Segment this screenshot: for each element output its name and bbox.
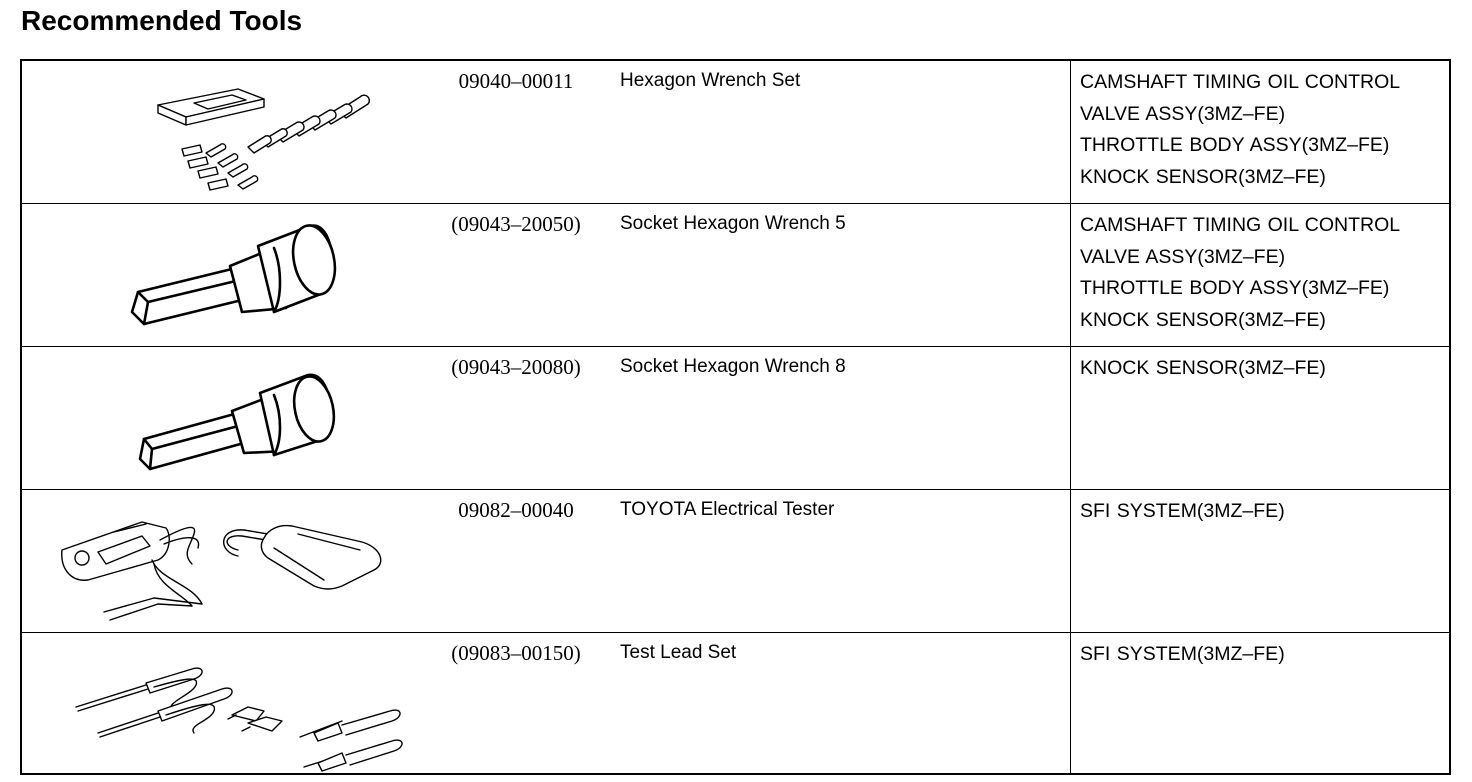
usage-item: CAMSHAFT TIMING OIL CONTROL <box>1080 214 1401 236</box>
part-number: 09082–00040 <box>458 498 574 522</box>
usage-item: KNOCK SENSOR(3MZ–FE) <box>1080 357 1326 379</box>
usage-list <box>1080 67 1442 193</box>
usage-item: KNOCK SENSOR(3MZ–FE) <box>1080 308 1326 331</box>
part-number: (09083–00150) <box>451 641 581 665</box>
tool-name: Hexagon Wrench Set <box>620 70 801 91</box>
usage-item: THROTTLE BODY ASSY(3MZ–FE) <box>1080 277 1390 299</box>
usage-item: KNOCK SENSOR(3MZ–FE) <box>1080 165 1326 188</box>
socket-hexagon-wrench-illustration <box>42 351 422 485</box>
usage-list <box>1080 210 1442 336</box>
usage-item: THROTTLE BODY ASSY(3MZ–FE) <box>1080 134 1390 156</box>
hexagon-wrench-set-illustration <box>42 65 422 199</box>
tool-name: Socket Hexagon Wrench 8 <box>620 356 846 377</box>
usage-list <box>1080 353 1442 385</box>
table-row <box>22 61 1449 204</box>
socket-hexagon-wrench-illustration <box>42 208 422 342</box>
table-row <box>22 633 1449 776</box>
page-title: Recommended Tools <box>21 5 303 36</box>
table-row <box>22 347 1449 490</box>
usage-item: VALVE ASSY(3MZ–FE) <box>1080 245 1286 268</box>
part-number: 09040–00011 <box>458 69 574 93</box>
table-row <box>22 204 1449 347</box>
table-row <box>22 490 1449 633</box>
tool-name: Socket Hexagon Wrench 5 <box>620 213 846 234</box>
part-number: (09043–20080) <box>451 355 581 379</box>
recommended-tools-table <box>20 59 1451 775</box>
test-lead-set-illustration <box>42 637 422 771</box>
usage-list <box>1080 496 1442 528</box>
usage-item: CAMSHAFT TIMING OIL CONTROL <box>1080 71 1401 93</box>
tool-name: Test Lead Set <box>620 642 737 663</box>
part-number: (09043–20050) <box>451 212 581 236</box>
usage-item: SFI SYSTEM(3MZ–FE) <box>1080 500 1285 522</box>
tool-name: TOYOTA Electrical Tester <box>620 499 835 520</box>
usage-item: SFI SYSTEM(3MZ–FE) <box>1080 643 1285 665</box>
usage-list <box>1080 639 1442 671</box>
usage-item: VALVE ASSY(3MZ–FE) <box>1080 102 1286 125</box>
electrical-tester-illustration <box>42 494 422 628</box>
